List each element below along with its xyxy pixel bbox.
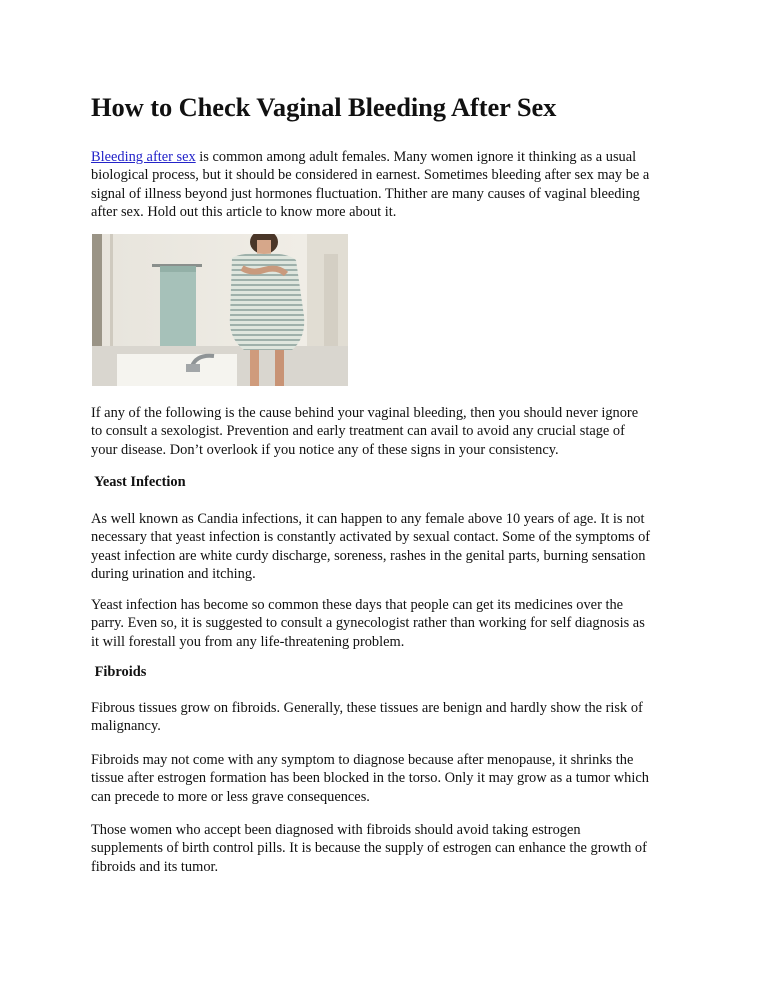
fibroids-p2-line-3: can precede to more or less grave consequences.: [91, 788, 370, 805]
intro-line-3: signal of illness beyond just hormones fluctuation. Thither are many causes of vaginal bleeding: [91, 185, 640, 202]
bathroom-towel-image: [92, 234, 348, 386]
yeast-p2-line-1: Yeast infection has become so common these days that people can get its medicines over the: [91, 597, 624, 613]
fibroids-p2-line-2: tissue after estrogen formation has been blocked in the torso. Only it may grow as a tumor which: [91, 770, 649, 787]
yeast-p1-line-1: As well known as Candia infections, it can happen to any female above 10 years of age. It is not: [91, 511, 645, 527]
bleeding-after-sex-link[interactable]: Bleeding after sex: [91, 149, 196, 165]
fibroids-p3-line-1: Those women who accept been diagnosed with fibroids should avoid taking estrogen: [91, 822, 581, 838]
yeast-p1-line-3: yeast infection are white curdy discharge, soreness, rashes in the genital parts, burning sensation: [91, 547, 646, 564]
fibroids-p2-line-1: Fibroids may not come with any symptom to diagnose because after menopause, it shrinks the: [91, 752, 634, 768]
intro-paragraph: [91, 148, 683, 222]
fibroids-paragraph-2: [91, 751, 683, 806]
fibroids-p1-line-1: Fibrous tissues grow on fibroids. Generally, these tissues are benign and hardly show the risk of: [91, 700, 643, 716]
yeast-p1-line-4: during urination and itching.: [91, 566, 256, 583]
yeast-paragraph-1: [91, 510, 683, 584]
warning-line-2: to consult a sexologist. Prevention and early treatment can avail to avoid any crucial stage of: [91, 423, 625, 440]
intro-line-4: after sex. Hold out this article to know more about it.: [91, 204, 397, 221]
intro-line-2: biological process, but it should be considered in earnest. Sometimes bleeding after sex may be a: [91, 167, 650, 184]
intro-line-1: [91, 148, 683, 166]
yeast-p2-line-2: parry. Even so, it is suggested to consult a gynecologist rather than working for self diagnosis as: [91, 615, 645, 632]
yeast-p2-line-3: it will forestall you from any life-threatening problem.: [91, 633, 405, 650]
fibroids-p1-line-2: malignancy.: [91, 718, 161, 735]
warning-line-3: your disease. Don’t overlook if you notice any of these signs in your consistency.: [91, 441, 559, 458]
yeast-paragraph-2: [91, 596, 683, 651]
fibroids-paragraph-3: [91, 821, 683, 876]
article-photo: [92, 234, 348, 386]
fibroids-p3-line-2: supplements of birth control pills. It is because the supply of estrogen can enhance the growth of: [91, 840, 647, 857]
yeast-p1-line-2: necessary that yeast infection is constantly activated by sexual contact. Some of the symptoms of: [91, 529, 651, 546]
fibroids-paragraph-1: [91, 699, 683, 736]
fibroids-p3-line-3: fibroids and its tumor.: [91, 858, 219, 875]
warning-paragraph: [91, 404, 683, 459]
warning-line-1: If any of the following is the cause behind your vaginal bleeding, then you should never ignore: [91, 405, 639, 421]
yeast-infection-heading: Yeast Infection: [91, 474, 186, 490]
article-title: How to Check Vaginal Bleeding After Sex: [91, 92, 557, 122]
fibroids-heading: Fibroids: [91, 664, 147, 680]
intro-line-1-text: is common among adult females. Many women ignore it thinking as a usual: [195, 149, 637, 165]
